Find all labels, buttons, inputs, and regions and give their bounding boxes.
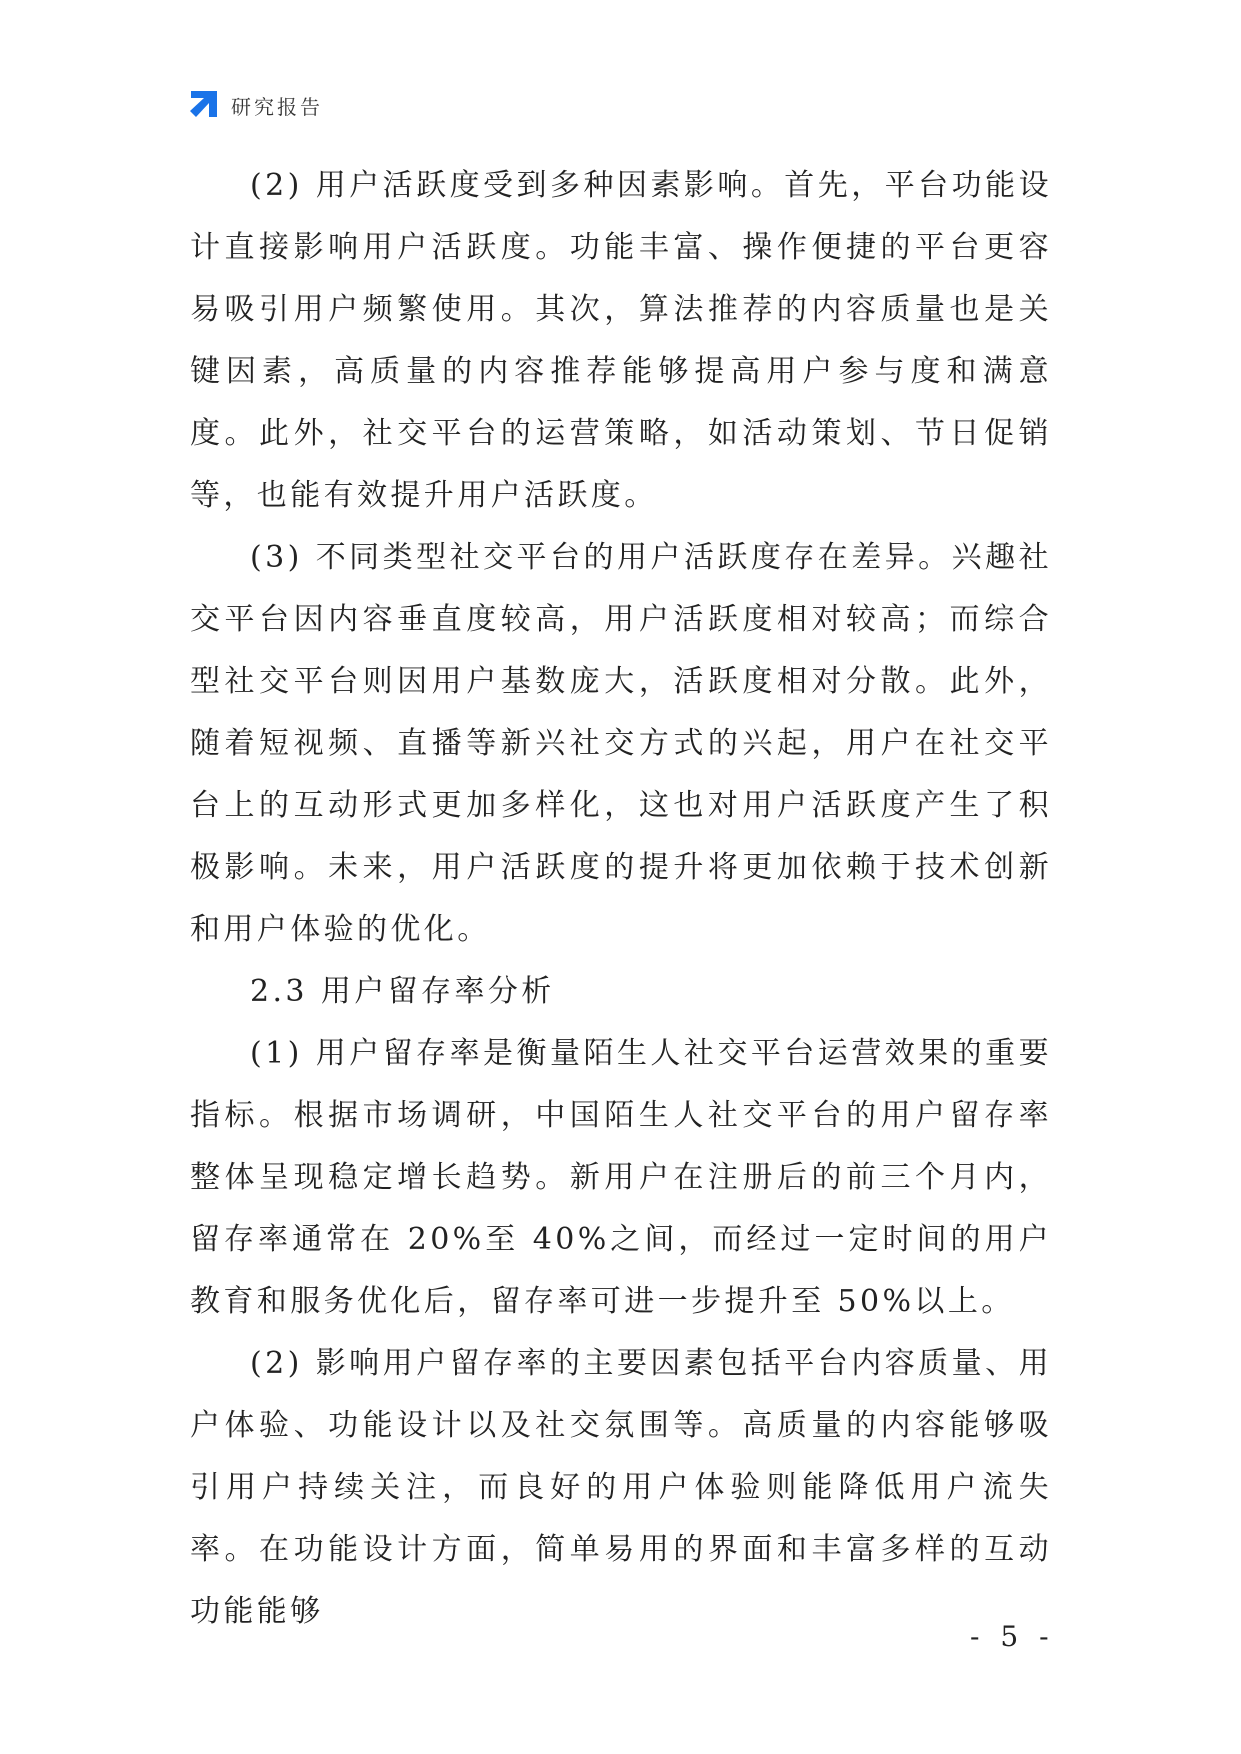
paragraph-activity-factors: (2) 用户活跃度受到多种因素影响。首先，平台功能设计直接影响用户活跃度。功能丰富、操作便捷的平台更容易吸引用户频繁使用。其次，算法推荐的内容质量也是关键因素，高质量的内容推荐能够提高用户参与度和满意度。此外，社交平台的运营策略，如活动策划、节日促销等，也能有效提升用户活跃度。: [190, 168, 1052, 513]
paragraph-retention-factors: (2) 影响用户留存率的主要因素包括平台内容质量、用户体验、功能设计以及社交氛围等。高质量的内容能够吸引用户持续关注，而良好的用户体验则能降低用户流失率。在功能设计方面，简单易用的界面和丰富多样的互动功能能够: [190, 1346, 1052, 1629]
page-number: - 5 -: [970, 1620, 1055, 1653]
section-heading: 2.3 用户留存率分析: [250, 974, 555, 1009]
report-header: [187, 88, 323, 122]
arrow-logo-icon: [187, 89, 219, 121]
paragraph-platform-differences: (3) 不同类型社交平台的用户活跃度存在差异。兴趣社交平台因内容垂直度较高，用户活跃度相对较高；而综合型社交平台则因用户基数庞大，活跃度相对分散。此外，随着短视频、直播等新兴社交方式的兴起，用户在社交平台上的互动形式更加多样化，这也对用户活跃度产生了积极影响。未来，用户活跃度的提升将更加依赖于技术创新和用户体验的优化。: [190, 540, 1052, 947]
header-title: 研究报告: [231, 94, 323, 119]
document-body: [190, 155, 1052, 1643]
paragraph-retention-overview: (1) 用户留存率是衡量陌生人社交平台运营效果的重要指标。根据市场调研，中国陌生人社交平台的用户留存率整体呈现稳定增长趋势。新用户在注册后的前三个月内，留存率通常在 20%至 40%之间，而经过一定时间的用户教育和服务优化后，留存率可进一步提升至 50%以上。: [190, 1036, 1052, 1319]
